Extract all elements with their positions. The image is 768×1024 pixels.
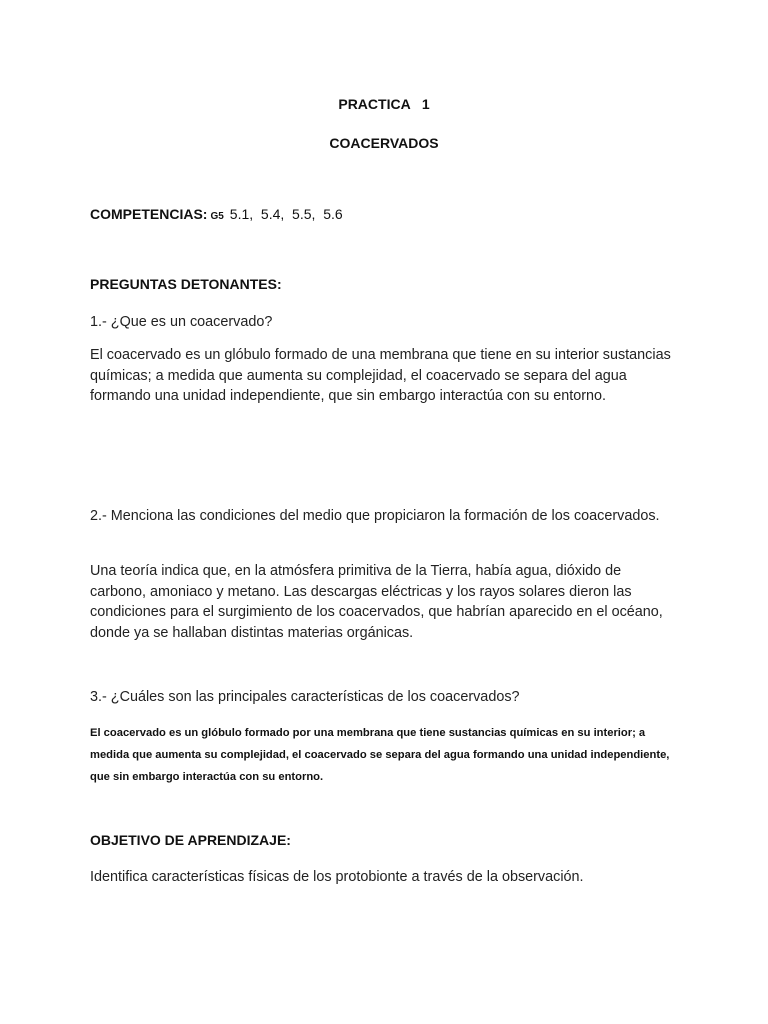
competencias-values: 5.1, 5.4, 5.5, 5.6 [229, 206, 343, 222]
competencias-label: COMPETENCIAS: [90, 206, 208, 222]
competencias-code: G5 [210, 211, 224, 222]
question-3: 3.- ¿Cuáles son las principales características de los coacervados? [90, 689, 520, 705]
question-1: 1.- ¿Que es un coacervado? [90, 314, 273, 330]
practice-title: PRACTICA 1 [338, 96, 430, 112]
objetivo-text: Identifica características físicas de los protobionte a través de la observación. [90, 869, 584, 885]
answer-2: Una teoría indica que, en la atmósfera primitiva de la Tierra, había agua, dióxido de carbono, amoniaco y metano. Las descargas eléctricas y los rayos solares dieron las condiciones para el surgimiento de los coacervados, que habrían aparecido en el océano, donde ya se hallaban distintas materias orgánicas. [90, 563, 663, 641]
question-2: 2.- Menciona las condiciones del medio que propiciaron la formación de los coacervados. [90, 508, 660, 524]
answer-1: El coacervado es un glóbulo formado de una membrana que tiene en su interior sustancias químicas; a medida que aumenta su complejidad, el coacervado se separa del agua formando una unidad independiente, que sin embargo interactúa con su entorno. [90, 347, 671, 404]
competencias-line [90, 206, 343, 222]
objetivo-heading: OBJETIVO DE APRENDIZAJE: [90, 832, 291, 848]
preguntas-heading: PREGUNTAS DETONANTES: [90, 276, 282, 292]
topic-title: COACERVADOS [329, 135, 439, 151]
answer-3: El coacervado es un glóbulo formado por una membrana que tiene sustancias químicas en su interior; a medida que aumenta su complejidad, el coacervado se separa del agua formando una unidad independiente, que sin embargo interactúa con su entorno. [90, 727, 670, 783]
